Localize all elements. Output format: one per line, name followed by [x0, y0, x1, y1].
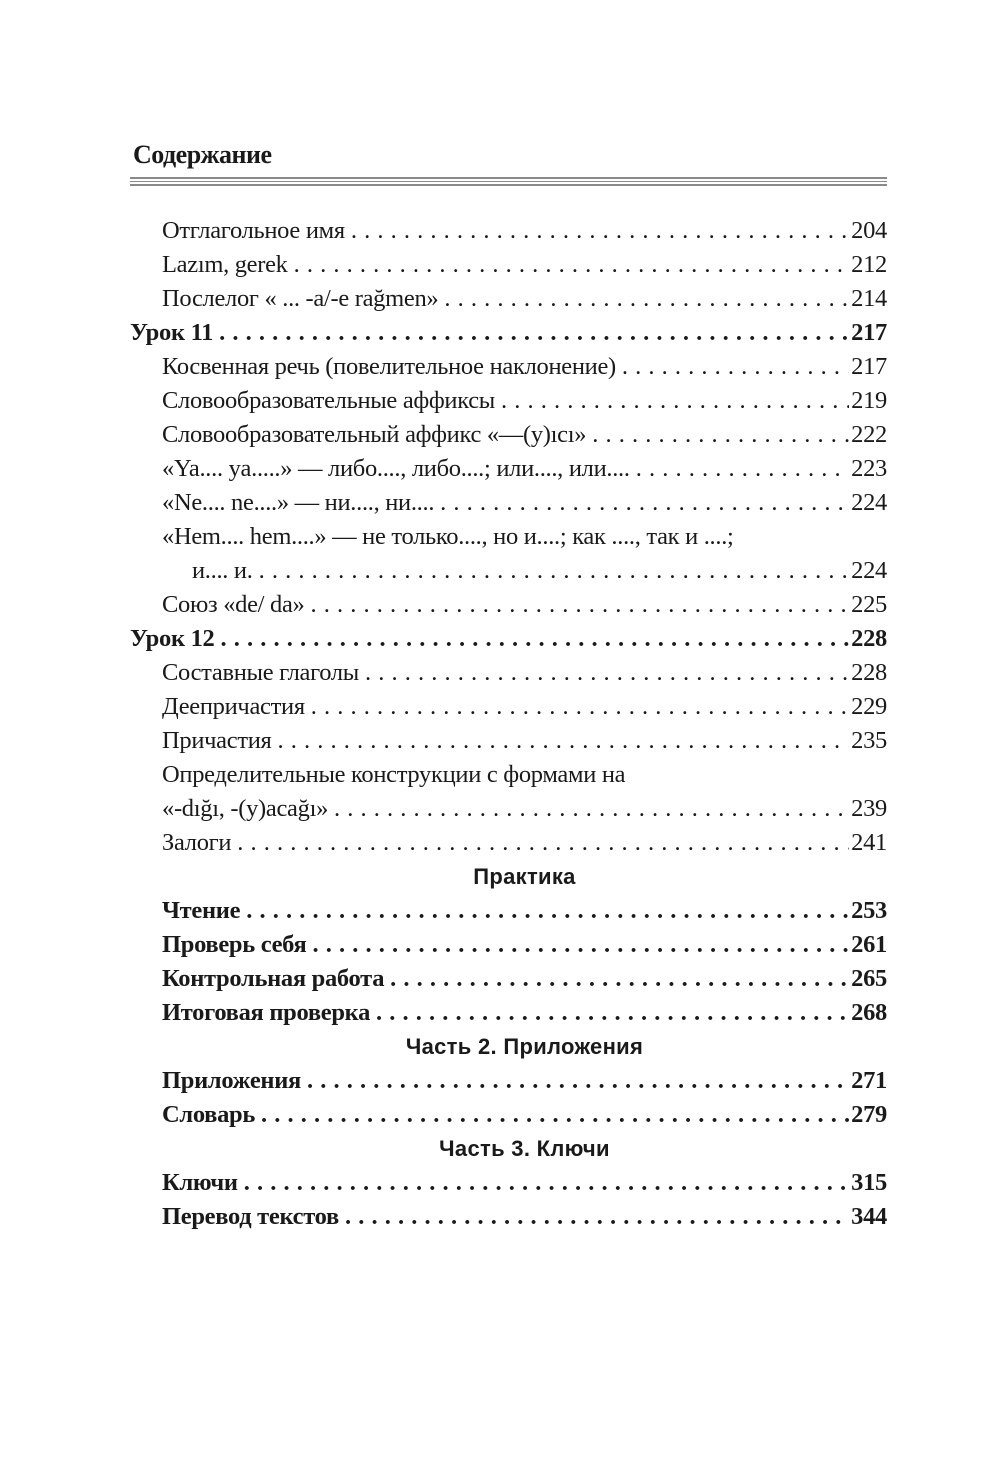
toc-entry[interactable]	[130, 452, 887, 486]
dot-leader	[312, 928, 849, 962]
table-of-contents	[130, 214, 887, 1234]
dot-leader	[376, 996, 849, 1030]
toc-entry-page: 223	[851, 455, 887, 482]
toc-entry-title: Залоги	[162, 829, 232, 856]
toc-entry-page: 279	[851, 1101, 887, 1128]
toc-entry-title: Урок 12	[130, 625, 215, 652]
toc-entry-title: Ключи	[162, 1169, 238, 1196]
toc-entry[interactable]	[130, 826, 887, 860]
toc-entry-page: 217	[851, 353, 887, 380]
toc-entry-page: 224	[851, 489, 887, 516]
toc-lesson-11[interactable]	[130, 316, 887, 350]
toc-entry-title: Словообразовательные аффиксы	[162, 387, 495, 414]
toc-entry-title: Чтение	[162, 897, 241, 924]
toc-entry-page: 239	[851, 795, 887, 822]
toc-entry[interactable]	[130, 214, 887, 248]
dot-leader	[219, 316, 849, 350]
toc-entry[interactable]	[130, 1098, 887, 1132]
toc-entry-page: 229	[851, 693, 887, 720]
toc-entry[interactable]	[130, 248, 887, 282]
toc-entry-page: 241	[851, 829, 887, 856]
dot-leader	[259, 554, 850, 588]
toc-entry-line1[interactable]	[130, 758, 887, 792]
dot-leader	[246, 894, 849, 928]
dot-leader	[278, 724, 850, 758]
section-heading-part-2: Часть 2. Приложения	[405, 1034, 644, 1059]
toc-entry-title: Причастия	[162, 727, 272, 754]
dot-leader	[221, 622, 850, 656]
toc-entry-title: Приложения	[162, 1067, 301, 1094]
toc-entry[interactable]	[130, 690, 887, 724]
toc-entry-title: «Ne.... ne....» — ни...., ни....	[162, 489, 435, 516]
toc-entry-title: Урок 11	[130, 319, 214, 346]
running-header: Содержание	[133, 140, 272, 169]
section-heading-practice: Практика	[473, 864, 576, 889]
toc-entry[interactable]	[130, 282, 887, 316]
header-rule	[130, 177, 887, 188]
toc-entry-page: 315	[851, 1169, 887, 1196]
toc-entry[interactable]	[130, 724, 887, 758]
toc-entry-title: Проверь себя	[162, 931, 307, 958]
dot-leader	[310, 588, 849, 622]
toc-entry-title: Составные глаголы	[162, 659, 359, 686]
toc-entry-page: 228	[851, 659, 887, 686]
toc-entry[interactable]	[130, 996, 887, 1030]
toc-entry-title: Послелог « ... -a/-e rağmen»	[162, 285, 439, 312]
toc-entry-title: Словообразовательный аффикс «—(y)ıcı»	[162, 421, 587, 448]
dot-leader	[345, 1200, 849, 1234]
dot-leader	[622, 350, 849, 384]
toc-entry-page: 228	[851, 625, 887, 652]
toc-entry-title: Определительные конструкции с формами на	[162, 761, 626, 788]
dot-leader	[351, 214, 849, 248]
dot-leader	[307, 1064, 849, 1098]
toc-entry[interactable]	[130, 962, 887, 996]
toc-entry-page: 344	[851, 1203, 887, 1230]
dot-leader	[294, 248, 850, 282]
toc-entry-page: 204	[851, 217, 887, 244]
toc-entry[interactable]	[130, 656, 887, 690]
dot-leader	[237, 826, 849, 860]
dot-leader	[311, 690, 849, 724]
toc-entry-title: Отглагольное имя	[162, 217, 345, 244]
toc-entry[interactable]	[130, 894, 887, 928]
toc-entry-title: «Hem.... hem....» — не только...., но и....; как ...., так и ....;	[162, 523, 734, 550]
dot-leader	[365, 656, 849, 690]
toc-entry-title: «-dığı, -(y)acağı»	[162, 795, 329, 822]
dot-leader	[501, 384, 849, 418]
toc-entry-page: 225	[851, 591, 887, 618]
toc-entry-title: Деепричастия	[162, 693, 305, 720]
toc-entry[interactable]	[130, 588, 887, 622]
dot-leader	[592, 418, 849, 452]
toc-entry-title: «Ya.... ya.....» — либо...., либо....; или...., или....	[162, 455, 630, 482]
toc-entry-page: 219	[851, 387, 887, 414]
toc-entry-title: Косвенная речь (повелительное наклонение)	[162, 353, 616, 380]
toc-entry-title: Перевод текстов	[162, 1203, 339, 1230]
toc-entry[interactable]	[130, 350, 887, 384]
toc-entry-title: Словарь	[162, 1101, 256, 1128]
toc-entry[interactable]	[130, 486, 887, 520]
toc-entry[interactable]	[130, 1166, 887, 1200]
toc-entry-page: 217	[851, 319, 887, 346]
dot-leader	[440, 486, 849, 520]
toc-entry[interactable]	[130, 792, 887, 826]
toc-lesson-12[interactable]	[130, 622, 887, 656]
toc-entry-line1[interactable]	[130, 520, 887, 554]
toc-entry-title: Итоговая проверка	[162, 999, 371, 1026]
dot-leader	[390, 962, 849, 996]
toc-entry[interactable]	[130, 1064, 887, 1098]
toc-entry[interactable]	[130, 1200, 887, 1234]
toc-entry[interactable]	[130, 418, 887, 452]
toc-entry-page: 235	[851, 727, 887, 754]
dot-leader	[444, 282, 849, 316]
toc-entry-page: 222	[851, 421, 887, 448]
toc-entry[interactable]	[130, 384, 887, 418]
toc-entry-page: 214	[851, 285, 887, 312]
toc-entry[interactable]	[130, 928, 887, 962]
dot-leader	[636, 452, 849, 486]
toc-entry[interactable]	[130, 554, 887, 588]
toc-entry-title: Союз «de/ da»	[162, 591, 305, 618]
toc-entry-page: 265	[851, 965, 887, 992]
section-heading-part-3: Часть 3. Ключи	[439, 1136, 610, 1161]
toc-entry-page: 261	[851, 931, 887, 958]
dot-leader	[261, 1098, 849, 1132]
dot-leader	[334, 792, 849, 826]
toc-entry-page: 271	[851, 1067, 887, 1094]
toc-entry-title: и.... и.	[192, 557, 253, 584]
toc-entry-page: 253	[851, 897, 887, 924]
toc-entry-page: 224	[851, 557, 887, 584]
toc-entry-title: Lazım, gerek	[162, 251, 288, 278]
toc-entry-title: Контрольная работа	[162, 965, 385, 992]
dot-leader	[244, 1166, 849, 1200]
toc-entry-page: 268	[851, 999, 887, 1026]
toc-entry-page: 212	[851, 251, 887, 278]
